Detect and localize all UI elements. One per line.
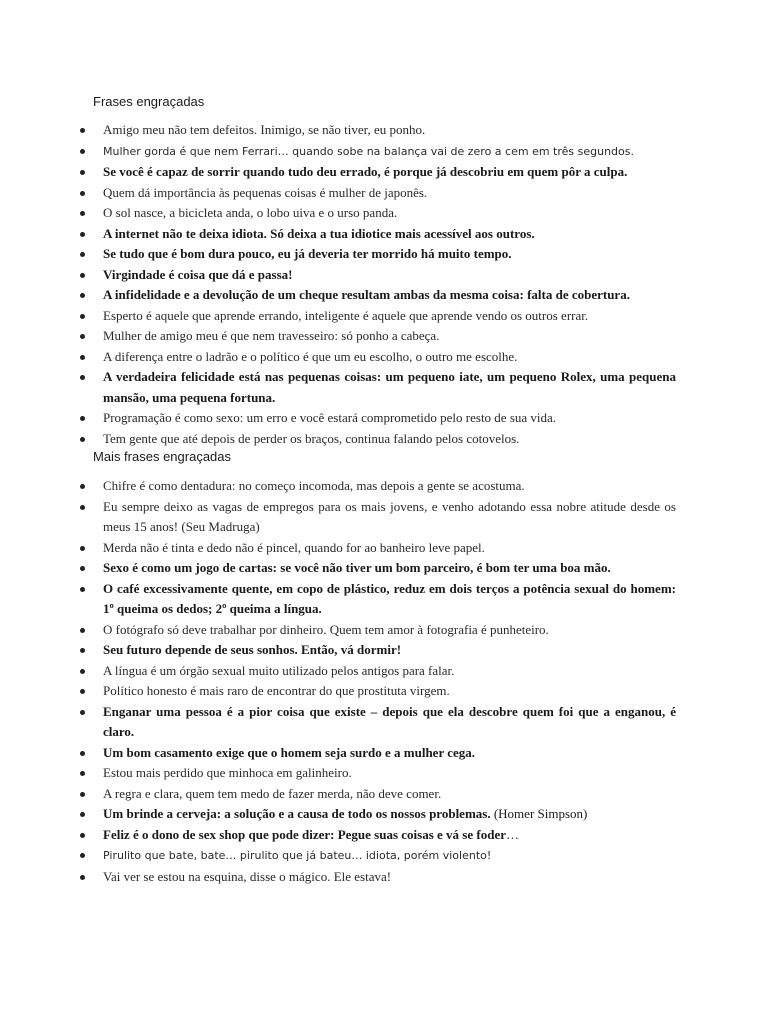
list-item: A língua é um órgão sexual muito utilizado pelos antigos para falar. [0, 661, 768, 682]
list-item: A verdadeira felicidade está nas pequenas coisas: um pequeno iate, um pequeno Rolex, uma pequena mansão, uma pequena fortuna. [0, 367, 768, 408]
bullet-icon [80, 484, 85, 489]
bullet-icon [80, 293, 85, 298]
list-item: Tem gente que até depois de perder os braços, continua falando pelos cotovelos. [0, 429, 768, 450]
list-item: Programação é como sexo: um erro e você estará comprometido pelo resto de sua vida. [0, 408, 768, 429]
list-item: O sol nasce, a bicicleta anda, o lobo uiva e o urso panda. [0, 203, 768, 224]
bullet-icon [80, 505, 85, 510]
bullet-icon [80, 689, 85, 694]
bullet-icon [80, 437, 85, 442]
list-item: Eu sempre deixo as vagas de empregos para os mais jovens, e venho adotando essa nobre atitude desde os meus 15 anos! (Seu Madruga) [0, 497, 768, 538]
list-item: Merda não é tinta e dedo não é pincel, quando for ao banheiro leve papel. [0, 538, 768, 559]
bullet-icon [80, 875, 85, 880]
list-item: A regra e clara, quem tem medo de fazer merda, não deve comer. [0, 784, 768, 805]
section-heading-mais-frases: Mais frases engraçadas [93, 449, 232, 464]
list-item: Amigo meu não tem defeitos. Inimigo, se não tiver, eu ponho. [0, 120, 768, 141]
bullet-icon [80, 710, 85, 715]
list-item: Mulher gorda é que nem Ferrari… quando sobe na balança vai de zero a cem em três segundos. [0, 141, 768, 163]
bullet-icon [80, 334, 85, 339]
list-item: Enganar uma pessoa é a pior coisa que existe – depois que ela descobre quem foi que a enganou, é claro. [0, 702, 768, 743]
list-item: Feliz é o dono de sex shop que pode dizer: Pegue suas coisas e vá se foder… [0, 825, 768, 846]
list-item: Vai ver se estou na esquina, disse o mágico. Ele estava! [0, 867, 768, 888]
bullet-icon [80, 252, 85, 257]
bullet-icon [80, 273, 85, 278]
list-item: O café excessivamente quente, em copo de plástico, reduz em dois terços a potência sexual do homem: 1º queima os dedos; 2º queima a língua. [0, 579, 768, 620]
bullet-icon [80, 232, 85, 237]
attribution: (Homer Simpson) [490, 806, 588, 821]
bullet-icon [80, 669, 85, 674]
bullet-icon [80, 128, 85, 133]
bullet-icon [80, 812, 85, 817]
bullet-icon [80, 648, 85, 653]
bullet-icon [80, 314, 85, 319]
list-item: A infidelidade e a devolução de um cheque resultam ambas da mesma coisa: falta de cobertura. [0, 285, 768, 306]
list-item: Um bom casamento exige que o homem seja surdo e a mulher cega. [0, 743, 768, 764]
list-item: Pirulito que bate, bate… pirulito que já bateu… idiota, porém violento! [0, 845, 768, 867]
list-item: A internet não te deixa idiota. Só deixa a tua idiotice mais acessível aos outros. [0, 224, 768, 245]
bullet-icon [80, 149, 85, 154]
bullet-icon [80, 355, 85, 360]
bullet-icon [80, 566, 85, 571]
bullet-icon [80, 375, 85, 380]
bullet-icon [80, 771, 85, 776]
bullet-icon [80, 628, 85, 633]
bullet-icon [80, 191, 85, 196]
bullet-icon [80, 792, 85, 797]
list-item: Um brinde a cerveja: a solução e a causa de todo os nossos problemas. (Homer Simpson) [0, 804, 768, 825]
bullet-icon [80, 587, 85, 592]
list-item: Se você é capaz de sorrir quando tudo deu errado, é porque já descobriu em quem pôr a culpa. [0, 162, 768, 183]
ellipsis: … [505, 826, 519, 842]
list-item: Mulher de amigo meu é que nem travesseiro: só ponho a cabeça. [0, 326, 768, 347]
bullet-icon [80, 853, 85, 858]
list-item: Político honesto é mais raro de encontrar do que prostituta virgem. [0, 681, 768, 702]
bullet-icon [80, 833, 85, 838]
list-item: Se tudo que é bom dura pouco, eu já deveria ter morrido há muito tempo. [0, 244, 768, 265]
list-item: Estou mais perdido que minhoca em galinheiro. [0, 763, 768, 784]
bullet-icon [80, 546, 85, 551]
list-item: A diferença entre o ladrão e o político é que um eu escolho, o outro me escolhe. [0, 347, 768, 368]
list-item: Sexo é como um jogo de cartas: se você não tiver um bom parceiro, é bom ter uma boa mão. [0, 558, 768, 579]
list-frases [0, 120, 768, 449]
bullet-icon [80, 751, 85, 756]
bullet-icon [80, 170, 85, 175]
list-item: Virgindade é coisa que dá e passa! [0, 265, 768, 286]
bullet-icon [80, 416, 85, 421]
list-mais-frases [0, 476, 768, 887]
section-heading-frases: Frases engraçadas [93, 94, 205, 109]
list-item: O fotógrafo só deve trabalhar por dinheiro. Quem tem amor à fotografia é punheteiro. [0, 620, 768, 641]
list-item: Esperto é aquele que aprende errando, inteligente é aquele que aprende vendo os outros errar. [0, 306, 768, 327]
list-item: Chifre é como dentadura: no começo incomoda, mas depois a gente se acostuma. [0, 476, 768, 497]
bullet-icon [80, 211, 85, 216]
list-item: Quem dá importância às pequenas coisas é mulher de japonês. [0, 183, 768, 204]
list-item: Seu futuro depende de seus sonhos. Então, vá dormir! [0, 640, 768, 661]
